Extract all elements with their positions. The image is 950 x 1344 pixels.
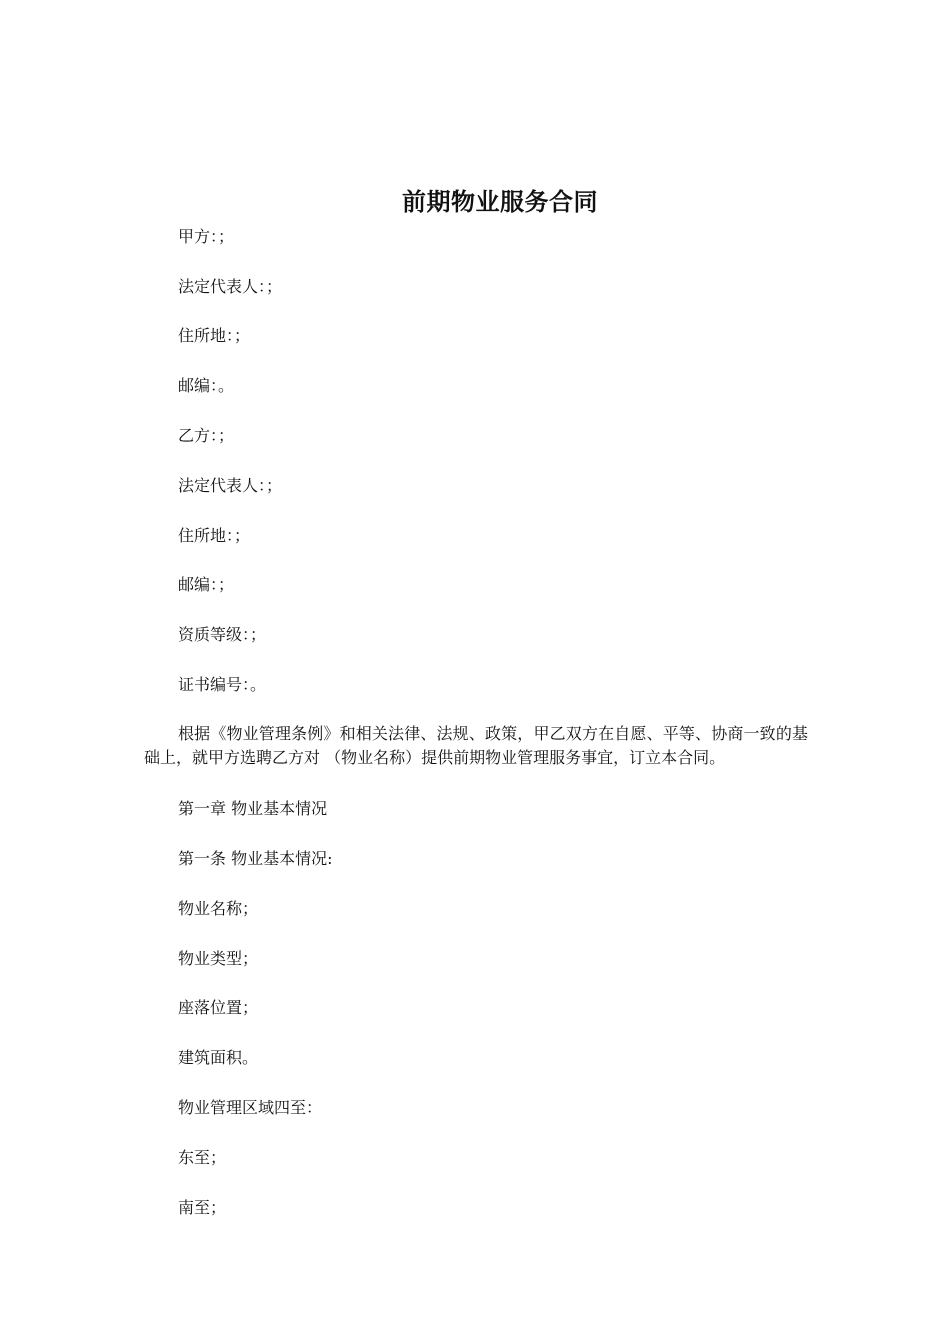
chapter-one-heading: 第一章 物业基本情况 <box>178 799 328 818</box>
party-b-line: 乙方：； <box>178 426 235 445</box>
party-b-postcode-line: 邮编：； <box>178 575 235 594</box>
party-a-representative-line: 法定代表人：； <box>178 277 283 296</box>
qualification-level-line: 资质等级：； <box>178 625 267 644</box>
property-type-line: 物业类型； <box>178 949 259 968</box>
party-a-postcode-line: 邮编：。 <box>178 376 235 395</box>
document-title: 前期物业服务合同 <box>402 188 598 216</box>
property-location-line: 座落位置； <box>178 998 259 1017</box>
party-b-representative-line: 法定代表人：； <box>178 476 283 495</box>
management-boundaries-line: 物业管理区域四至： <box>178 1098 323 1117</box>
party-b-address-line: 住所地：； <box>178 526 251 545</box>
property-name-line: 物业名称； <box>178 899 259 918</box>
contract-intro-paragraph: 根据《物业管理条例》和相关法律、法规、政策，甲乙双方在自愿、平等、协商一致的基础上，就甲方选聘乙方对 （物业名称）提供前期物业管理服务事宜，订立本合同。 <box>144 724 808 767</box>
article-one-heading: 第一条 物业基本情况: <box>178 849 333 868</box>
south-boundary-line: 南至； <box>178 1198 227 1217</box>
party-a-address-line: 住所地：； <box>178 326 251 345</box>
building-area-line: 建筑面积。 <box>178 1048 259 1067</box>
party-a-line: 甲方：； <box>178 227 235 246</box>
east-boundary-line: 东至； <box>178 1148 227 1167</box>
certificate-number-line: 证书编号：。 <box>178 675 267 694</box>
